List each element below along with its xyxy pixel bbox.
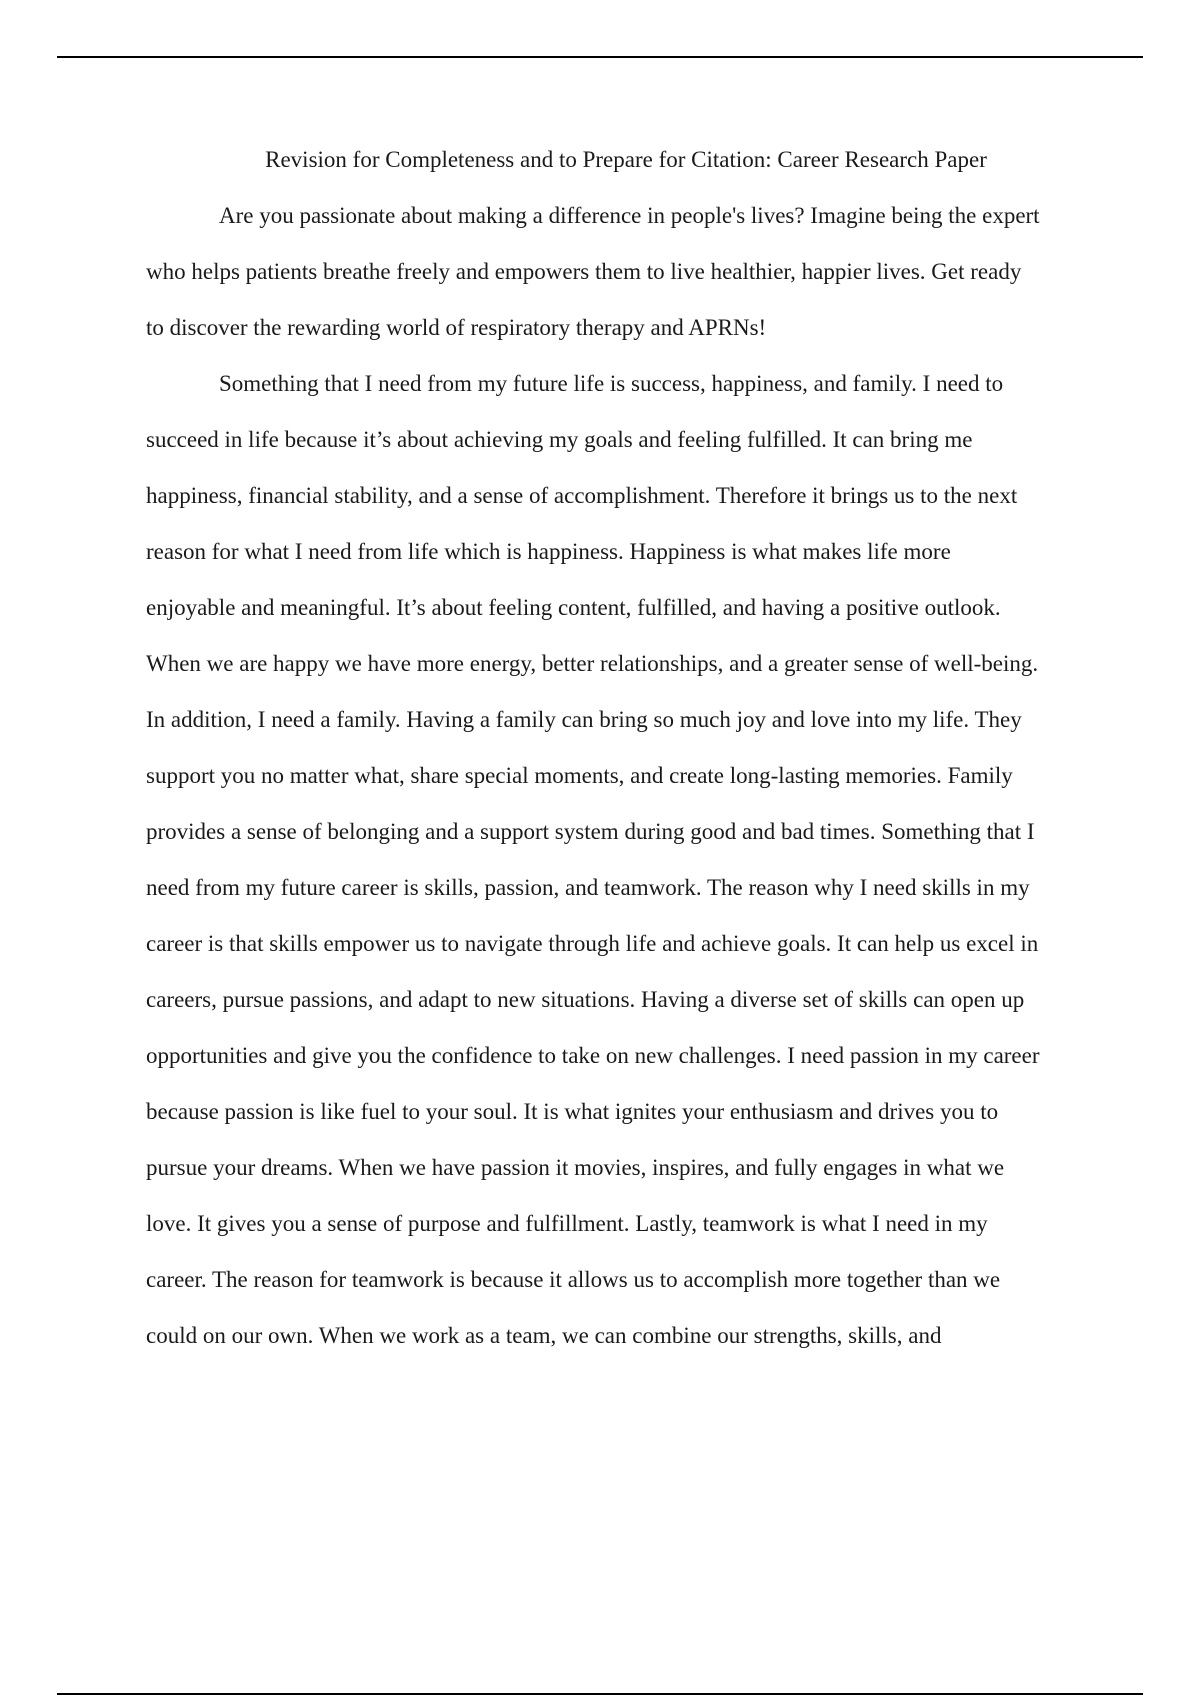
document-page	[146, 140, 1086, 1364]
paragraph-body	[146, 356, 1086, 1364]
paragraph-line: succeed in life because it’s about achieving my goals and feeling fulfilled. It can bring me	[146, 427, 973, 452]
paragraph-line: provides a sense of belonging and a support system during good and bad times. Something that I	[146, 819, 1035, 844]
paragraph-line: Are you passionate about making a difference in people's lives? Imagine being the expert	[219, 203, 1040, 228]
paragraph-line: because passion is like fuel to your soul. It is what ignites your enthusiasm and drives you to	[146, 1099, 999, 1124]
paragraph-line: career. The reason for teamwork is because it allows us to accomplish more together than we	[146, 1267, 1001, 1292]
paragraph-line: who helps patients breathe freely and empowers them to live healthier, happier lives. Get ready	[146, 259, 1022, 284]
paragraph-line: need from my future career is skills, passion, and teamwork. The reason why I need skills in my	[146, 875, 1030, 900]
paragraph-line: careers, pursue passions, and adapt to new situations. Having a diverse set of skills can open up	[146, 987, 1025, 1012]
paragraph-line: to discover the rewarding world of respiratory therapy and APRNs!	[146, 315, 767, 340]
paragraph-line: career is that skills empower us to navigate through life and achieve goals. It can help us excel in	[146, 931, 1039, 956]
paragraph-line: Something that I need from my future life is success, happiness, and family. I need to	[219, 371, 1004, 396]
paragraph-line: support you no matter what, share special moments, and create long-lasting memories. Family	[146, 763, 1013, 788]
paragraph-line: reason for what I need from life which is happiness. Happiness is what makes life more	[146, 539, 951, 564]
paragraph-line: opportunities and give you the confidence to take on new challenges. I need passion in my career	[146, 1043, 1040, 1068]
paragraph-line: happiness, financial stability, and a sense of accomplishment. Therefore it brings us to the next	[146, 483, 1018, 508]
paragraph-line: love. It gives you a sense of purpose and fulfillment. Lastly, teamwork is what I need in my	[146, 1211, 988, 1236]
document-title: Revision for Completeness and to Prepare for Citation: Career Research Paper	[265, 147, 987, 172]
paragraph-intro	[146, 188, 1086, 356]
title-spacer	[146, 180, 1086, 188]
paragraph-line: pursue your dreams. When we have passion it movies, inspires, and fully engages in what we	[146, 1155, 1005, 1180]
paragraph-line: enjoyable and meaningful. It’s about feeling content, fulfilled, and having a positive outlook.	[146, 595, 1001, 620]
paragraph-line: In addition, I need a family. Having a family can bring so much joy and love into my life. They	[146, 707, 1022, 732]
paragraph-line: When we are happy we have more energy, better relationships, and a greater sense of well-being.	[146, 651, 1039, 676]
top-divider	[57, 56, 1143, 58]
paragraph-line: could on our own. When we work as a team, we can combine our strengths, skills, and	[146, 1323, 942, 1348]
bottom-divider	[57, 1693, 1143, 1695]
